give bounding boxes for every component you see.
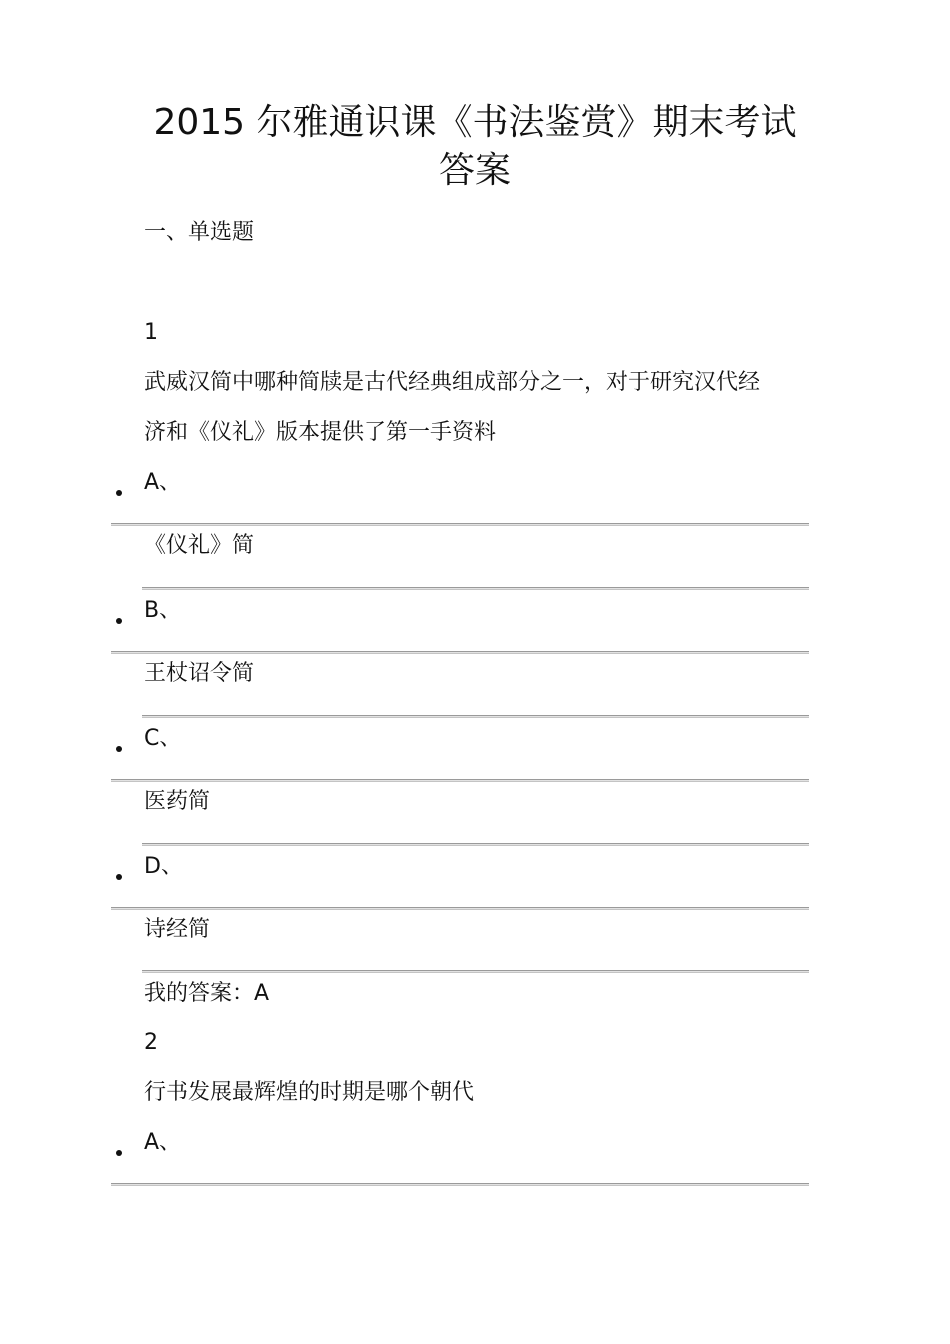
question-number-2: 2 <box>144 1030 158 1055</box>
question-number-1: 1 <box>144 320 158 345</box>
section-heading: 一、单选题 <box>144 220 255 245</box>
option-label-q1-d: D、 <box>144 854 183 879</box>
option-text-q1-c: 医药简 <box>144 789 211 814</box>
title-line-2: 答案 <box>438 150 511 191</box>
divider <box>111 523 809 526</box>
option-bullet <box>116 490 122 496</box>
divider <box>111 651 809 654</box>
option-bullet <box>116 618 122 624</box>
option-label-q1-a: A、 <box>144 470 182 495</box>
divider <box>142 715 809 718</box>
divider <box>142 970 809 973</box>
option-label-q1-c: C、 <box>144 726 182 751</box>
option-bullet <box>116 874 122 880</box>
divider <box>142 843 809 846</box>
option-label-q2-a: A、 <box>144 1130 182 1155</box>
option-bullet <box>116 1150 122 1156</box>
option-bullet <box>116 746 122 752</box>
divider <box>111 907 809 910</box>
option-text-q1-d: 诗经简 <box>144 917 211 942</box>
question-text-2-line-1: 行书发展最辉煌的时期是哪个朝代 <box>144 1080 475 1105</box>
my-answer-q1: 我的答案：A <box>144 981 270 1006</box>
option-text-q1-b: 王杖诏令简 <box>144 661 255 686</box>
divider <box>111 779 809 782</box>
divider <box>111 1183 809 1186</box>
option-text-q1-a: 《仪礼》简 <box>144 533 255 558</box>
option-label-q1-b: B、 <box>144 598 182 623</box>
question-text-1-line-1: 武威汉简中哪种简牍是古代经典组成部分之一，对于研究汉代经 <box>144 370 761 395</box>
question-text-1-line-2: 济和《仪礼》版本提供了第一手资料 <box>144 420 497 445</box>
title-line-1: 2015 尔雅通识课《书法鉴赏》期末考试 <box>153 102 797 143</box>
divider <box>142 587 809 590</box>
